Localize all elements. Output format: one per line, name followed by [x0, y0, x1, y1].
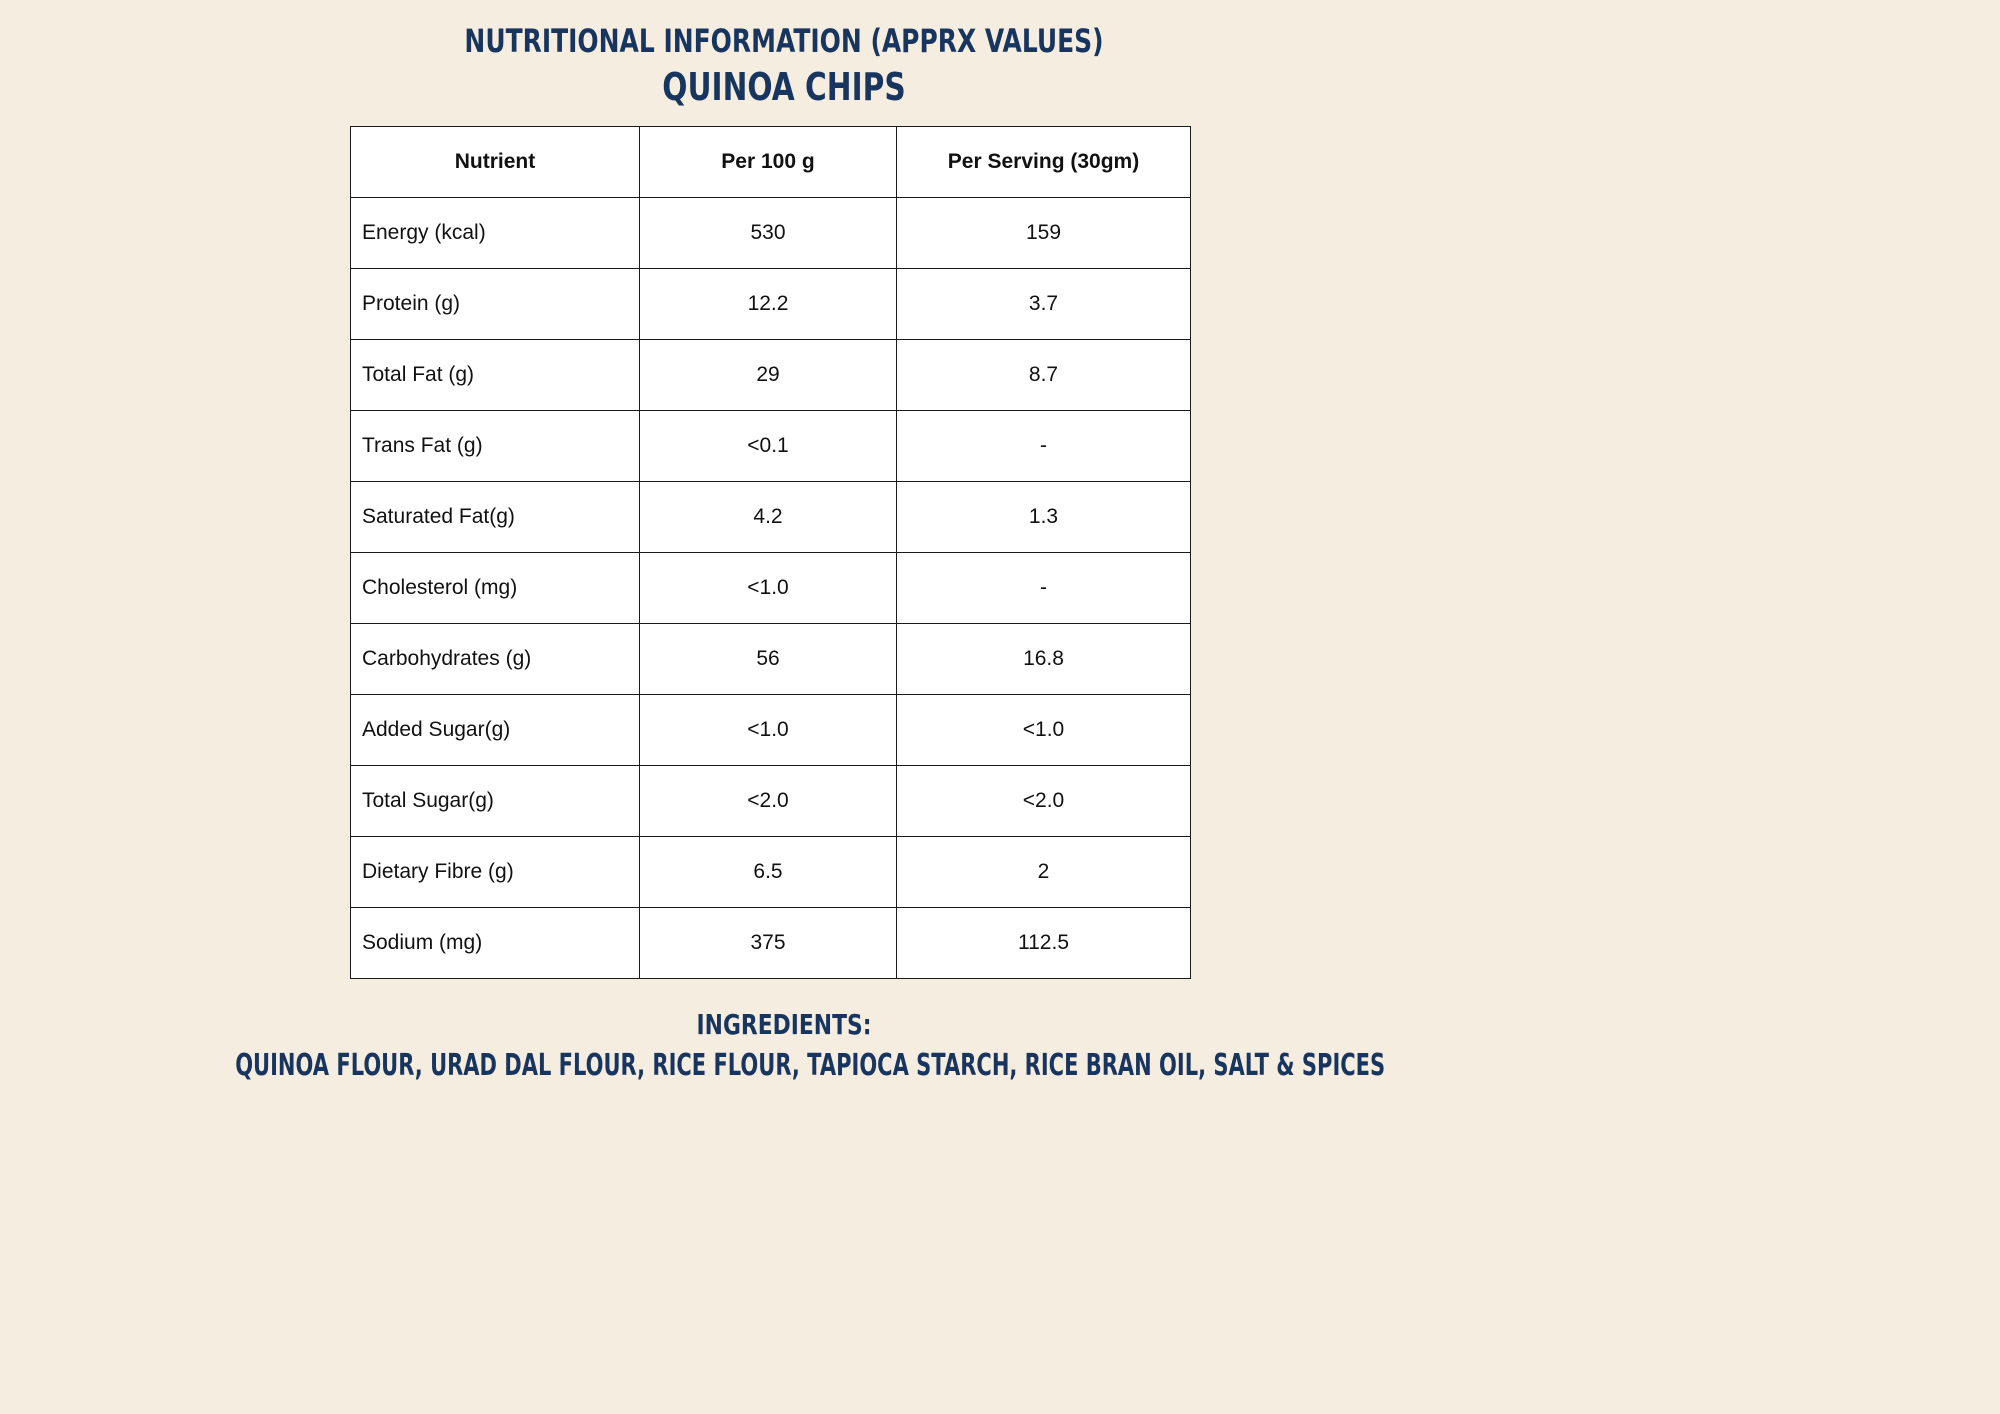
nutrient-name: Sodium (mg) — [351, 908, 640, 979]
value-per-100g: <1.0 — [640, 553, 897, 624]
value-per-serving: 159 — [897, 198, 1191, 269]
table-row — [351, 766, 1191, 837]
value-per-100g: <2.0 — [640, 766, 897, 837]
value-per-100g: 4.2 — [640, 482, 897, 553]
nutrient-name: Energy (kcal) — [351, 198, 640, 269]
ingredients-label: INGREDIENTS: — [696, 1008, 872, 1041]
nutrient-name: Trans Fat (g) — [351, 411, 640, 482]
nutrient-name: Total Sugar(g) — [351, 766, 640, 837]
value-per-serving: 112.5 — [897, 908, 1191, 979]
value-per-100g: 6.5 — [640, 837, 897, 908]
value-per-serving: - — [897, 553, 1191, 624]
header-nutrient: Nutrient — [351, 127, 640, 198]
value-per-100g: <1.0 — [640, 695, 897, 766]
table-row — [351, 340, 1191, 411]
nutrient-name: Added Sugar(g) — [351, 695, 640, 766]
nutrient-name: Carbohydrates (g) — [351, 624, 640, 695]
table-row — [351, 837, 1191, 908]
ingredients-list: QUINOA FLOUR, URAD DAL FLOUR, RICE FLOUR, TAPIOCA STARCH, RICE BRAN OIL, SALT & SPICES — [235, 1048, 1386, 1083]
value-per-serving: 8.7 — [897, 340, 1191, 411]
value-per-100g: <0.1 — [640, 411, 897, 482]
table-row — [351, 908, 1191, 979]
product-name: QUINOA CHIPS — [662, 65, 906, 109]
nutrient-name: Protein (g) — [351, 269, 640, 340]
table-row — [351, 695, 1191, 766]
value-per-serving: <2.0 — [897, 766, 1191, 837]
value-per-100g: 530 — [640, 198, 897, 269]
nutrient-name: Dietary Fibre (g) — [351, 837, 640, 908]
value-per-serving: 16.8 — [897, 624, 1191, 695]
table-row — [351, 624, 1191, 695]
value-per-100g: 56 — [640, 624, 897, 695]
table-row — [351, 482, 1191, 553]
nutrition-table — [350, 126, 1191, 979]
header-per-100g: Per 100 g — [640, 127, 897, 198]
table-row — [351, 411, 1191, 482]
value-per-100g: 29 — [640, 340, 897, 411]
value-per-serving: 3.7 — [897, 269, 1191, 340]
nutrient-name: Saturated Fat(g) — [351, 482, 640, 553]
value-per-serving: 1.3 — [897, 482, 1191, 553]
table-row — [351, 269, 1191, 340]
value-per-serving: 2 — [897, 837, 1191, 908]
value-per-100g: 12.2 — [640, 269, 897, 340]
page-title: NUTRITIONAL INFORMATION (APPRX VALUES) — [464, 22, 1104, 60]
value-per-serving: <1.0 — [897, 695, 1191, 766]
nutrient-name: Cholesterol (mg) — [351, 553, 640, 624]
table-header-row — [351, 127, 1191, 198]
table-row — [351, 198, 1191, 269]
value-per-100g: 375 — [640, 908, 897, 979]
nutrient-name: Total Fat (g) — [351, 340, 640, 411]
table-row — [351, 553, 1191, 624]
value-per-serving: - — [897, 411, 1191, 482]
header-per-serving: Per Serving (30gm) — [897, 127, 1191, 198]
